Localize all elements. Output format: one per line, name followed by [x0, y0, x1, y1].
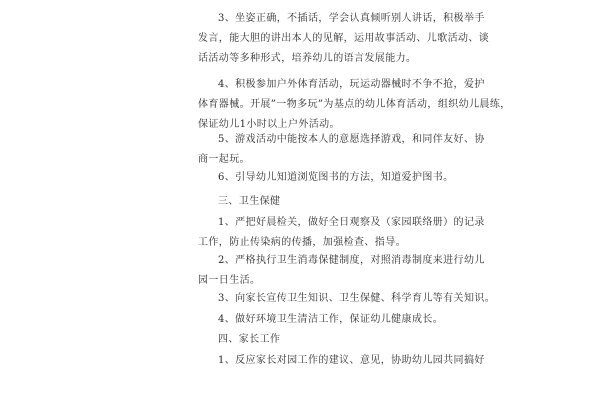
- paragraph-5-line-2: 商一起玩。: [198, 154, 250, 165]
- paragraph-4-line-2: 体育器械。开展”一物多玩”为基点的幼儿体育活动，组织幼儿晨练，: [198, 99, 511, 110]
- health-item-4-line-1: 4、做好环境卫生清洁工作，保证幼儿健康成长。: [218, 314, 444, 325]
- parents-item-1-line-1: 1、反应家长对园工作的建议、意见，协助幼儿园共同搞好: [218, 355, 485, 366]
- paragraph-5-line-1: 5、游戏活动中能按本人的意愿选择游戏，和同伴友好、协: [218, 134, 485, 145]
- health-item-1-line-1: 1、严把好晨检关，做好全日观察及（家园联络册）的记录: [218, 217, 485, 228]
- paragraph-3-line-2: 发言，能大胆的讲出本人的见解，运用故事活动、儿歌活动、谈: [198, 33, 490, 44]
- paragraph-6-line-1: 6、引导幼儿知道浏览图书的方法，知道爱护图书。: [218, 172, 454, 183]
- section-heading-health: 三、卫生保健: [218, 196, 281, 207]
- paragraph-4-line-3: 保证幼儿1小时以上户外活动。: [198, 119, 340, 130]
- health-item-2-line-1: 2、严格执行卫生消毒保健制度，对照消毒制度来进行幼儿: [218, 255, 485, 266]
- paragraph-4-line-1: 4、积极参加户外体育活动，玩运动器械时不争不抢，爱护: [218, 79, 485, 90]
- health-item-3-line-1: 3、向家长宣传卫生知识、卫生保健、科学育儿等有关知识。: [218, 293, 496, 304]
- health-item-2-line-2: 园一日生活。: [198, 275, 261, 286]
- section-heading-parents: 四、家长工作: [218, 334, 281, 345]
- paragraph-3-line-1: 3、坐姿正确，不插话，学会认真倾听别人讲话，积极举手: [218, 13, 485, 24]
- paragraph-3-line-3: 话活动等多种形式，培养幼儿的语言发展能力。: [198, 53, 417, 64]
- health-item-1-line-2: 工作，防止传染病的传播，加强检查、指导。: [198, 237, 406, 248]
